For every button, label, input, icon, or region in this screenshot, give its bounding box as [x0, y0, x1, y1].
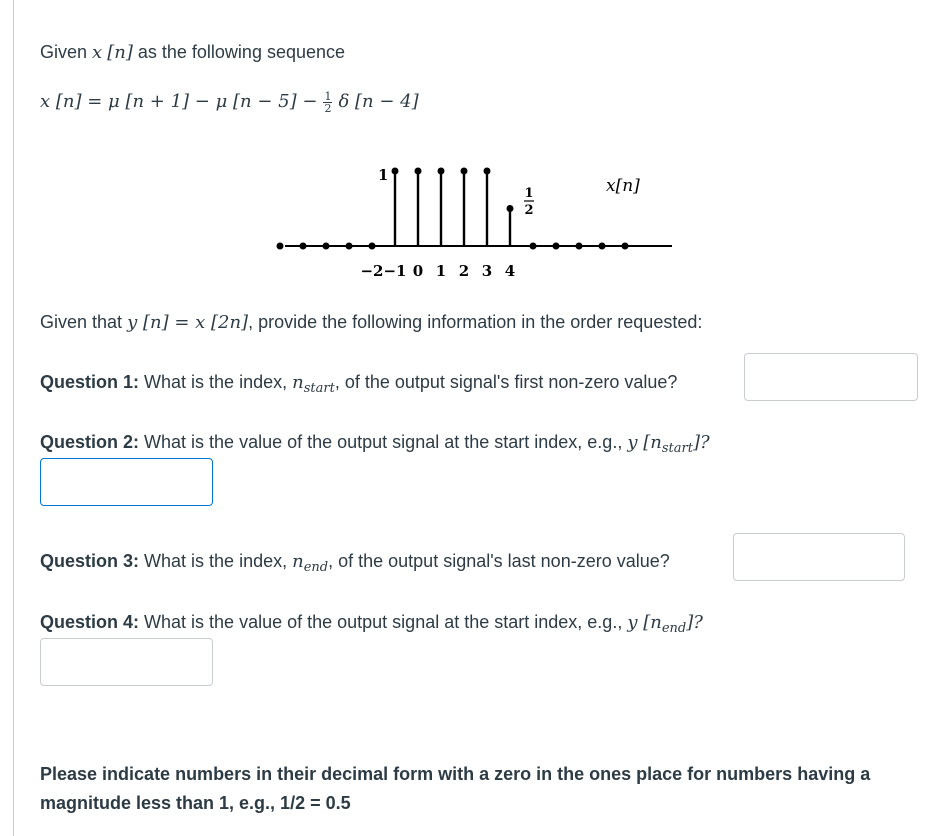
stem-point — [599, 243, 606, 250]
instruction-note: Please indicate numbers in their decimal form with a zero in the ones place for numbers having a magnitude less than 1, e.g., 1/2 = 0.5 — [40, 764, 871, 813]
tick-label: −2 — [360, 262, 384, 280]
question-3: Question 3: What is the index, $n_{end}$, of the output signal's last non-zero value? — [40, 551, 670, 575]
stem-point — [438, 168, 445, 175]
stem-point — [392, 168, 399, 175]
given-that-text — [40, 311, 702, 334]
stem-point — [277, 243, 284, 250]
stem-point — [415, 168, 422, 175]
label-one: 1 — [378, 166, 389, 184]
intro-x: x — [92, 42, 103, 63]
answer-1-input[interactable] — [744, 353, 918, 401]
stem-point — [461, 168, 468, 175]
given-that-expr: y [n] = x [2n] — [127, 312, 249, 333]
equation-rhs: δ [n − 4] — [338, 91, 419, 112]
tick-label: −1 — [383, 262, 407, 280]
question-2-label: Question 2: — [40, 432, 140, 452]
tick-label: 4 — [504, 262, 516, 280]
tick-label: 2 — [458, 262, 470, 280]
question-2: Question 2: What is the value of the output signal at the start index, e.g., y $[n_{start}]$? — [40, 432, 710, 456]
question-1-label: Question 1: — [40, 372, 140, 392]
stem-point — [369, 243, 376, 250]
question-4-label: Question 4: — [40, 612, 140, 632]
equation-lhs: x [n] = μ [n + 1] − μ [n − 5] − — [40, 91, 318, 112]
tick-label: 0 — [412, 262, 424, 280]
stem-plot — [0, 0, 945, 290]
question-1: Question 1: What is the index, $n_{start}$, of the output signal's first non-zero value? — [40, 372, 678, 396]
stem-point — [300, 243, 307, 250]
stem-point — [484, 168, 491, 175]
stem-point — [553, 243, 560, 250]
equation-fraction: $\frac{1}{2}$ — [324, 89, 332, 115]
tick-label: 3 — [481, 262, 493, 280]
given-that-suffix: , provide the following information in the order requested: — [248, 312, 703, 332]
signal-label: x[n] — [606, 176, 640, 196]
stems — [277, 168, 629, 250]
intro-given: Given — [40, 42, 88, 62]
question-4: Question 4: What is the value of the output signal at the start index, e.g., y $[n_{end}]$? — [40, 612, 703, 636]
question-3-label: Question 3: — [40, 551, 140, 571]
tick-label: 1 — [435, 262, 447, 280]
stem-point — [530, 243, 537, 250]
answer-4-input[interactable] — [40, 638, 213, 686]
tick-labels — [360, 262, 515, 280]
stem-point — [622, 243, 629, 250]
answer-3-input[interactable] — [733, 533, 905, 581]
label-half-den: 2 — [524, 203, 534, 218]
label-half-num: 1 — [524, 186, 534, 201]
given-that-prefix: Given that — [40, 312, 123, 332]
intro-suffix: as the following sequence — [137, 42, 346, 62]
intro-n: [n] — [107, 42, 133, 63]
answer-2-input[interactable] — [40, 458, 213, 506]
stem-point — [507, 205, 514, 212]
stem-point — [323, 243, 330, 250]
stem-point — [576, 243, 583, 250]
stem-point — [346, 243, 353, 250]
